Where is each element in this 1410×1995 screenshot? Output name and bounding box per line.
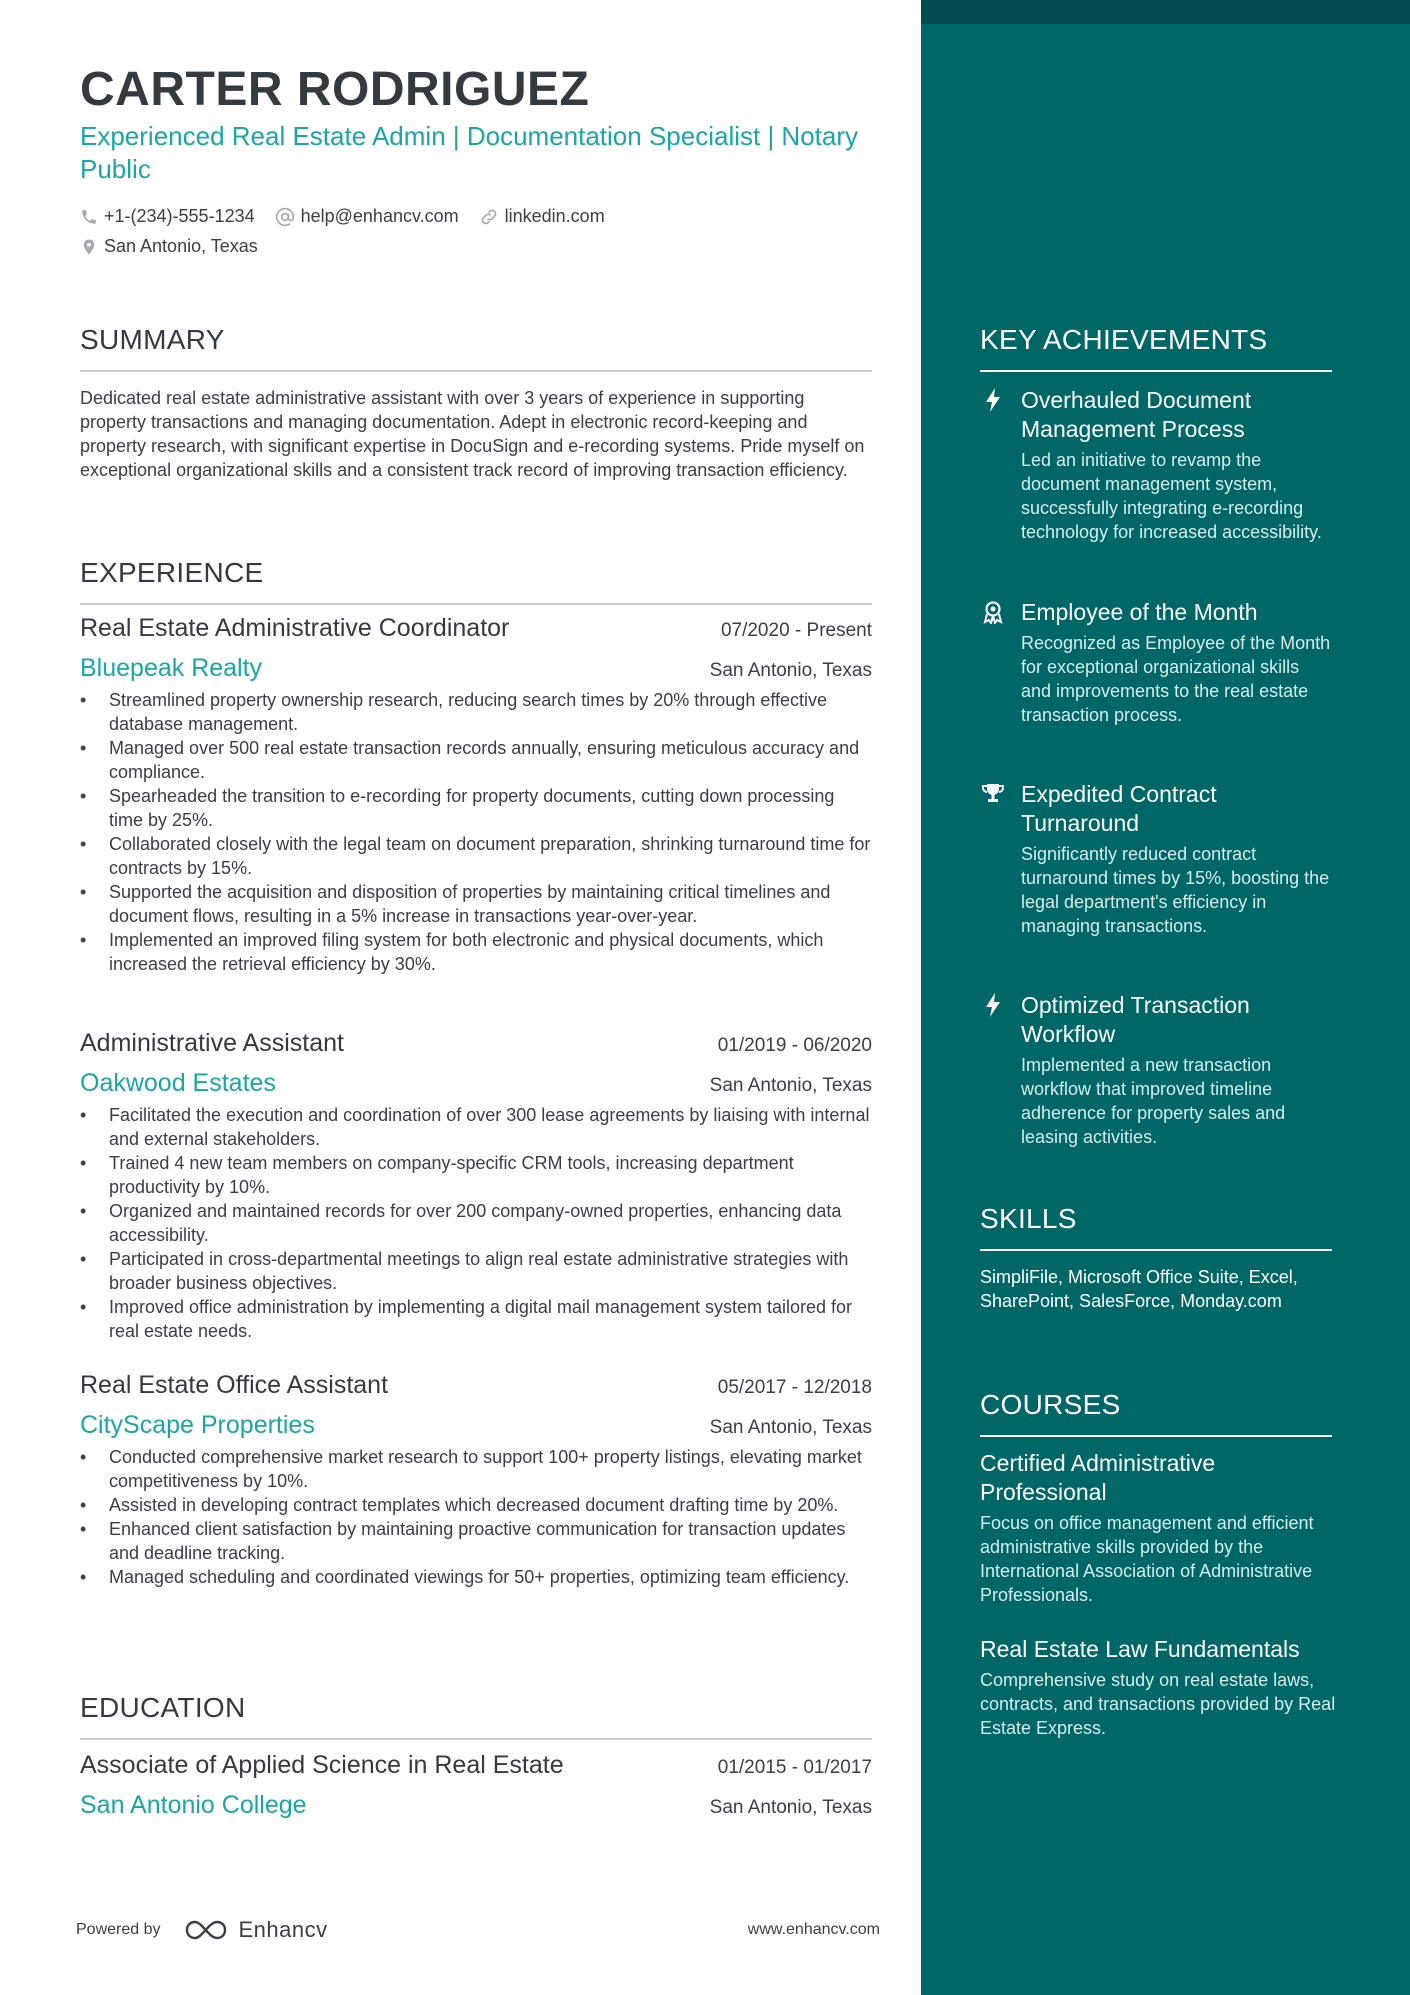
job-bullets — [80, 1103, 872, 1343]
experience-title: EXPERIENCE — [80, 557, 264, 588]
footer-website[interactable]: www.enhancv.com — [747, 1921, 880, 1938]
phone-icon — [80, 208, 98, 226]
education-divider — [80, 1738, 872, 1740]
achievement-item — [980, 598, 1332, 727]
school-name: San Antonio College — [80, 1791, 307, 1819]
bullet-item: • Supported the acquisition and disposition of properties by maintaining critical timelines and document flows, resulting in a 5% increase in transactions year-over-year. — [80, 880, 872, 928]
bullet-item: • Participated in cross-departmental meetings to align real estate administrative strategies with broader business objectives. — [80, 1247, 872, 1295]
at-sign-icon — [275, 207, 295, 227]
bullet-item: • Facilitated the execution and coordination of over 300 lease agreements by liaising with internal and external stakeholders. — [80, 1103, 872, 1151]
email-text: help@enhancv.com — [300, 206, 459, 226]
job-entry — [80, 1371, 872, 1589]
education-title: EDUCATION — [80, 1692, 246, 1723]
lightning-icon — [985, 993, 1001, 1017]
bullet-item: • Improved office administration by implementing a digital mail management system tailored for real estate needs. — [80, 1295, 872, 1343]
job-bullets — [80, 688, 872, 976]
achievements-divider — [980, 370, 1332, 372]
course-title: Real Estate Law Fundamentals — [980, 1636, 1300, 1662]
contact-phone[interactable] — [80, 206, 255, 227]
achievement-title: Overhauled Document Management Process — [1021, 387, 1252, 442]
contact-linkedin[interactable] — [479, 206, 605, 227]
job-company: Oakwood Estates — [80, 1069, 276, 1097]
link-icon — [479, 207, 499, 227]
contact-location — [80, 236, 258, 257]
courses-title: COURSES — [980, 1389, 1121, 1420]
job-title: Real Estate Administrative Coordinator — [80, 614, 510, 642]
job-entry — [80, 1029, 872, 1343]
sidebar-top-band — [921, 0, 1410, 24]
school-location: San Antonio, Texas — [709, 1797, 872, 1818]
course-desc: Focus on office management and efficient administrative skills provided by the International Association of Administrative Professionals. — [980, 1513, 1314, 1605]
achievement-item — [980, 386, 1332, 544]
course-item — [980, 1635, 1340, 1740]
page-footer — [76, 1910, 880, 1950]
enhancv-logo-icon — [183, 1918, 229, 1942]
location-row — [80, 236, 278, 257]
course-item — [980, 1449, 1340, 1607]
summary-text: Dedicated real estate administrative assistant with over 3 years of experience in supporting property transactions and managing documentation. Adept in electronic record-keeping and property research, with significant expertise in DocuSign and e-recording systems. Pride myself on exceptional organizational skills and a consistent track record of improving transaction efficiency. — [80, 388, 865, 480]
bullet-item: • Collaborated closely with the legal team on document preparation, shrinking turnaround time for contracts by 15%. — [80, 832, 872, 880]
award-ribbon-icon — [982, 600, 1004, 624]
courses-divider — [980, 1435, 1332, 1437]
brand-logo[interactable] — [183, 1917, 350, 1943]
course-desc: Comprehensive study on real estate laws, contracts, and transactions provided by Real Estate Express. — [980, 1670, 1336, 1738]
skills-title: SKILLS — [980, 1203, 1077, 1234]
course-title: Certified Administrative Professional — [980, 1450, 1216, 1505]
location-text: San Antonio, Texas — [104, 236, 258, 256]
contact-row — [80, 206, 625, 227]
achievement-title: Expedited Contract Turnaround — [1021, 781, 1217, 836]
job-dates: 05/2017 - 12/2018 — [717, 1377, 872, 1398]
bullet-item: • Streamlined property ownership research, reducing search times by 20% through effective database management. — [80, 688, 872, 736]
candidate-headline: Experienced Real Estate Admin | Documentation Specialist | Notary Public — [80, 121, 859, 184]
bullet-item: • Spearheaded the transition to e-recording for property documents, cutting down processing time by 25%. — [80, 784, 872, 832]
education-dates: 01/2015 - 01/2017 — [717, 1757, 872, 1778]
linkedin-text: linkedin.com — [504, 206, 605, 226]
education-entry — [80, 1751, 872, 1825]
bullet-item: • Enhanced client satisfaction by maintaining proactive communication for transaction updates and deadline tracking. — [80, 1517, 872, 1565]
experience-divider — [80, 603, 872, 605]
bullet-item: • Managed over 500 real estate transaction records annually, ensuring meticulous accuracy and compliance. — [80, 736, 872, 784]
candidate-name: CARTER RODRIGUEZ — [80, 63, 590, 116]
job-dates: 07/2020 - Present — [720, 620, 872, 641]
lightning-icon — [985, 388, 1001, 412]
summary-divider — [80, 370, 872, 372]
bullet-item: • Implemented an improved filing system for both electronic and physical documents, which increased the retrieval efficiency by 30%. — [80, 928, 872, 976]
skills-list: SimpliFile, Microsoft Office Suite, Excel, SharePoint, SalesForce, Monday.com — [980, 1267, 1298, 1311]
trophy-icon — [981, 782, 1005, 806]
achievement-item — [980, 991, 1332, 1149]
summary-title: SUMMARY — [80, 324, 225, 355]
job-location: San Antonio, Texas — [709, 1075, 872, 1096]
skills-divider — [980, 1249, 1332, 1251]
achievement-item — [980, 780, 1332, 938]
achievement-desc: Significantly reduced contract turnaround times by 15%, boosting the legal department's efficiency in managing transactions. — [1021, 844, 1330, 936]
bullet-item: • Managed scheduling and coordinated viewings for 50+ properties, optimizing team efficiency. — [80, 1565, 872, 1589]
bullet-item: • Organized and maintained records for over 200 company-owned properties, enhancing data accessibility. — [80, 1199, 872, 1247]
achievement-desc: Led an initiative to revamp the document management system, successfully integrating e-recording technology for increased accessibility. — [1021, 450, 1322, 542]
achievements-title: KEY ACHIEVEMENTS — [980, 324, 1268, 355]
bullet-item: • Conducted comprehensive market research to support 100+ property listings, elevating market competitiveness by 10%. — [80, 1445, 872, 1493]
job-bullets — [80, 1445, 872, 1589]
job-title: Administrative Assistant — [80, 1029, 344, 1057]
achievement-title: Optimized Transaction Workflow — [1021, 992, 1250, 1047]
job-dates: 01/2019 - 06/2020 — [717, 1035, 872, 1056]
powered-by-label: Powered by — [76, 1921, 161, 1938]
brand-name: Enhancv — [238, 1917, 328, 1942]
bullet-item: • Trained 4 new team members on company-specific CRM tools, increasing department productivity by 10%. — [80, 1151, 872, 1199]
degree-title: Associate of Applied Science in Real Estate — [80, 1751, 564, 1779]
job-location: San Antonio, Texas — [709, 660, 872, 681]
map-pin-icon — [80, 237, 98, 257]
job-title: Real Estate Office Assistant — [80, 1371, 389, 1399]
job-location: San Antonio, Texas — [709, 1417, 872, 1438]
achievement-title: Employee of the Month — [1021, 599, 1258, 625]
phone-text: +1-(234)-555-1234 — [104, 206, 255, 226]
achievement-desc: Recognized as Employee of the Month for exceptional organizational skills and improvements to the real estate transaction process. — [1021, 633, 1331, 725]
job-entry — [80, 614, 872, 976]
sidebar — [921, 0, 1410, 1995]
contact-email[interactable] — [275, 206, 459, 227]
bullet-item: • Assisted in developing contract templates which decreased document drafting time by 20%. — [80, 1493, 872, 1517]
achievement-desc: Implemented a new transaction workflow that improved timeline adherence for property sales and leasing activities. — [1021, 1055, 1286, 1147]
job-company: CityScape Properties — [80, 1411, 315, 1439]
powered-by — [76, 1917, 372, 1943]
job-company: Bluepeak Realty — [80, 654, 263, 682]
